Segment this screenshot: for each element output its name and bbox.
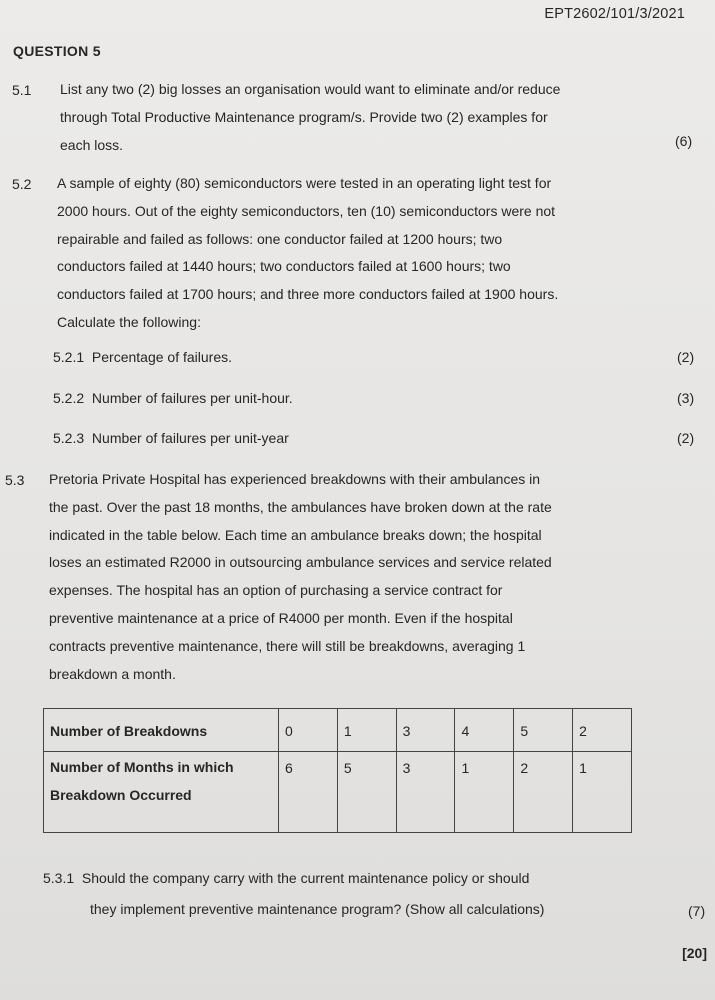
table-cell: 5 [514, 709, 573, 752]
q521-marks: (2) [677, 349, 695, 365]
table-cell: 1 [455, 752, 514, 833]
table-row [44, 709, 632, 752]
q53-line-5: expenses. The hospital has an option of purchasing a service contract for [49, 582, 503, 599]
q53-line-7: contracts preventive maintenance, there will still be breakdowns, averaging 1 [49, 637, 526, 654]
q52-line-3: repairable and failed as follows: one conductor failed at 1200 hours; two [57, 230, 503, 247]
table-cell: 1 [573, 752, 632, 833]
table-cell: 0 [279, 709, 338, 752]
q52-line-5: conductors failed at 1700 hours; and three more conductors failed at 1900 hours. [57, 286, 559, 303]
q51-marks: (6) [675, 133, 693, 149]
q51-line-3: each loss. [60, 136, 124, 153]
q53-text [49, 466, 643, 688]
q52-number: 5.2 [12, 176, 32, 192]
q523-marks: (2) [677, 430, 695, 446]
q51-line-2: through Total Productive Maintenance program/s. Provide two (2) examples for [60, 108, 548, 125]
q53-line-4: loses an estimated R2000 in outsourcing ambulance services and service related [49, 554, 552, 571]
months-header-line-1: Number of Months in which [50, 759, 234, 775]
q522-marks: (3) [677, 390, 695, 406]
table-cell: 6 [279, 752, 338, 833]
q53-line-2: the past. Over the past 18 months, the ambulances have broken down at the rate [49, 498, 552, 515]
q53-number: 5.3 [5, 472, 25, 488]
question-title: QUESTION 5 [13, 43, 101, 59]
q53-line-3: indicated in the table below. Each time an ambulance breaks down; the hospital [49, 526, 542, 543]
table-cell: 1 [337, 709, 396, 752]
table-cell: 3 [396, 709, 455, 752]
module-code: EPT2602/101/3/2021 [544, 6, 685, 22]
q523-text: 5.2.3 Number of failures per unit-year [53, 430, 289, 446]
months-header [44, 752, 279, 833]
q531-marks: (7) [688, 903, 706, 919]
table-row [44, 752, 632, 833]
q51-number: 5.1 [12, 82, 32, 98]
q522-text: 5.2.2 Number of failures per unit-hour. [53, 390, 293, 406]
q53-line-6: preventive maintenance at a price of R4000 per month. Even if the hospital [49, 609, 513, 626]
q521-text: 5.2.1 Percentage of failures. [53, 349, 232, 365]
q52-line-1: A sample of eighty (80) semiconductors were tested in an operating light test for [57, 175, 552, 191]
q531-line-1: 5.3.1 Should the company carry with the current maintenance policy or should [43, 870, 530, 886]
months-header-line-2: Breakdown Occurred [50, 787, 192, 803]
breakdown-table [43, 708, 632, 833]
q53-line-1: Pretoria Private Hospital has experienced breakdowns with their ambulances in [49, 471, 541, 487]
table-cell: 3 [396, 752, 455, 833]
q52-line-2: 2000 hours. Out of the eighty semiconductors, ten (10) semiconductors were not [57, 202, 556, 219]
q51-text [60, 76, 638, 159]
table-cell: 2 [573, 709, 632, 752]
q52-line-6: Calculate the following: [57, 313, 201, 330]
q52-line-4: conductors failed at 1440 hours; two conductors failed at 1600 hours; two [57, 258, 511, 275]
table-cell: 2 [514, 752, 573, 833]
q51-line-1: List any two (2) big losses an organisation would want to eliminate and/or reduce [60, 81, 561, 97]
q531-line-2: they implement preventive maintenance program? (Show all calculations) [90, 901, 545, 917]
total-marks: [20] [682, 945, 707, 961]
table-cell: 5 [337, 752, 396, 833]
q53-line-8: breakdown a month. [49, 665, 176, 682]
q52-text [57, 170, 638, 337]
breakdowns-header: Number of Breakdowns [44, 709, 279, 752]
table-cell: 4 [455, 709, 514, 752]
